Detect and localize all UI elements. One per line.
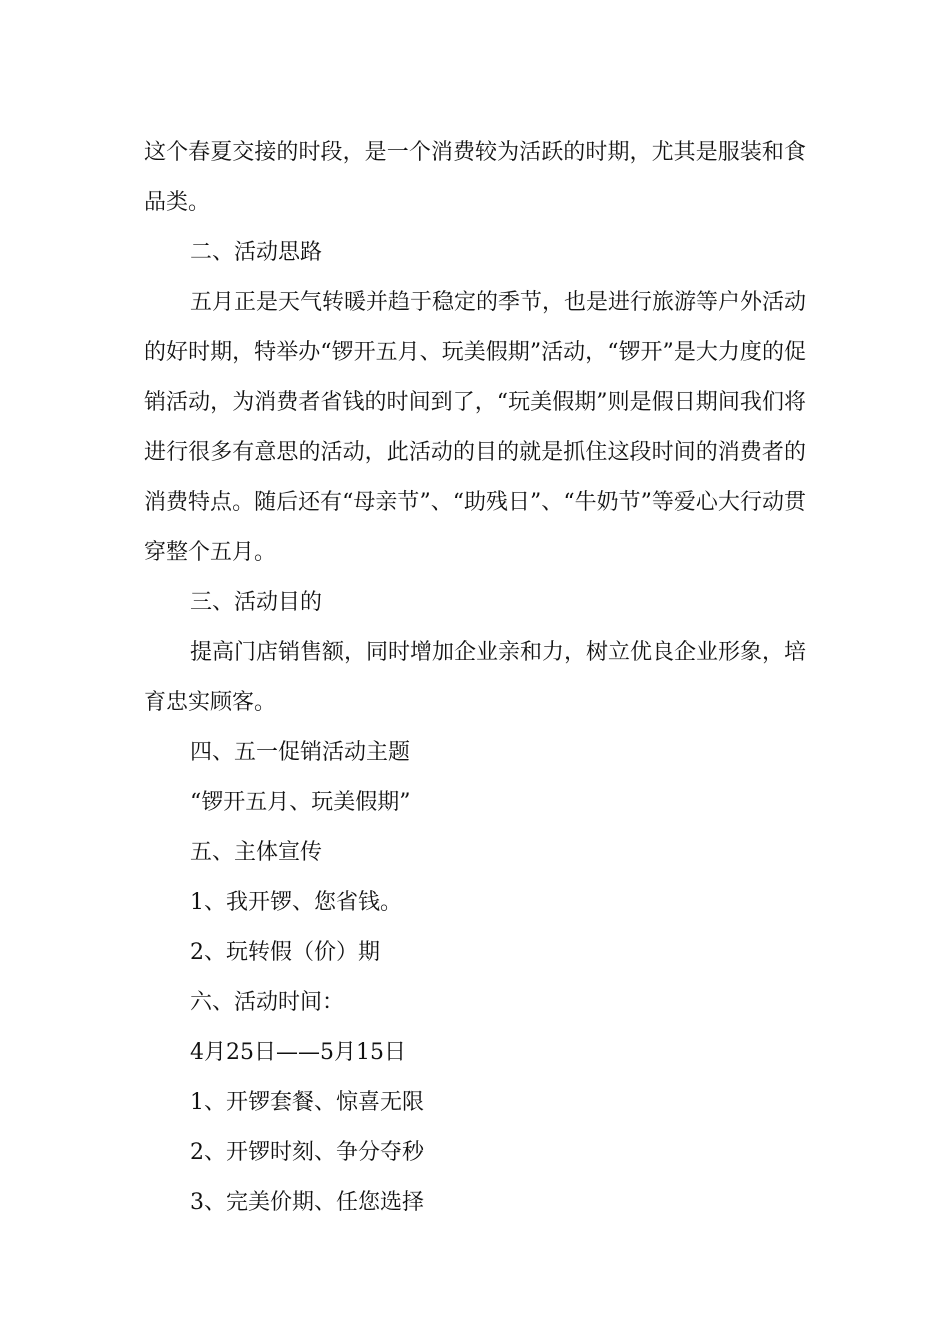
list-item-publicity-2: 2、玩转假（价）期 (190, 940, 380, 965)
section-heading-activity-idea: 二、活动思路 (190, 240, 323, 265)
section-heading-activity-time: 六、活动时间： (190, 990, 345, 1015)
paragraph-intro-continuation: 这个春夏交接的时段，是一个消费较为活跃的时期，尤其是服装和食品类。 (144, 140, 806, 215)
list-item-publicity-1: 1、我开锣、您省钱。 (190, 890, 402, 915)
list-item-activity-2: 2、开锣时刻、争分夺秒 (190, 1140, 424, 1165)
section-heading-main-publicity: 五、主体宣传 (190, 840, 323, 865)
section-heading-activity-purpose: 三、活动目的 (190, 590, 323, 615)
list-item-activity-3: 3、完美价期、任您选择 (190, 1190, 424, 1215)
paragraph-promotion-theme: “锣开五月、玩美假期” (190, 790, 411, 815)
list-item-activity-1: 1、开锣套餐、惊喜无限 (190, 1090, 424, 1115)
paragraph-activity-idea: 五月正是天气转暖并趋于稳定的季节，也是进行旅游等户外活动的好时期，特举办“锣开五月、玩美假期”活动，“锣开”是大力度的促销活动，为消费者省钱的时间到了，“玩美假期”则是假日期间我们将进行很多有意思的活动，此活动的目的就是抓住这段时间的消费者的消费特点。随后还有“母亲节”、“助残日”、“牛奶节”等爱心大行动贯穿整个五月。 (144, 290, 807, 565)
section-heading-promotion-theme: 四、五一促销活动主题 (190, 740, 411, 765)
paragraph-activity-purpose: 提高门店销售额，同时增加企业亲和力，树立优良企业形象，培育忠实顾客。 (144, 640, 807, 715)
document-body (144, 128, 806, 1228)
paragraph-date-range: 4月25日——5月15日 (190, 1040, 406, 1065)
